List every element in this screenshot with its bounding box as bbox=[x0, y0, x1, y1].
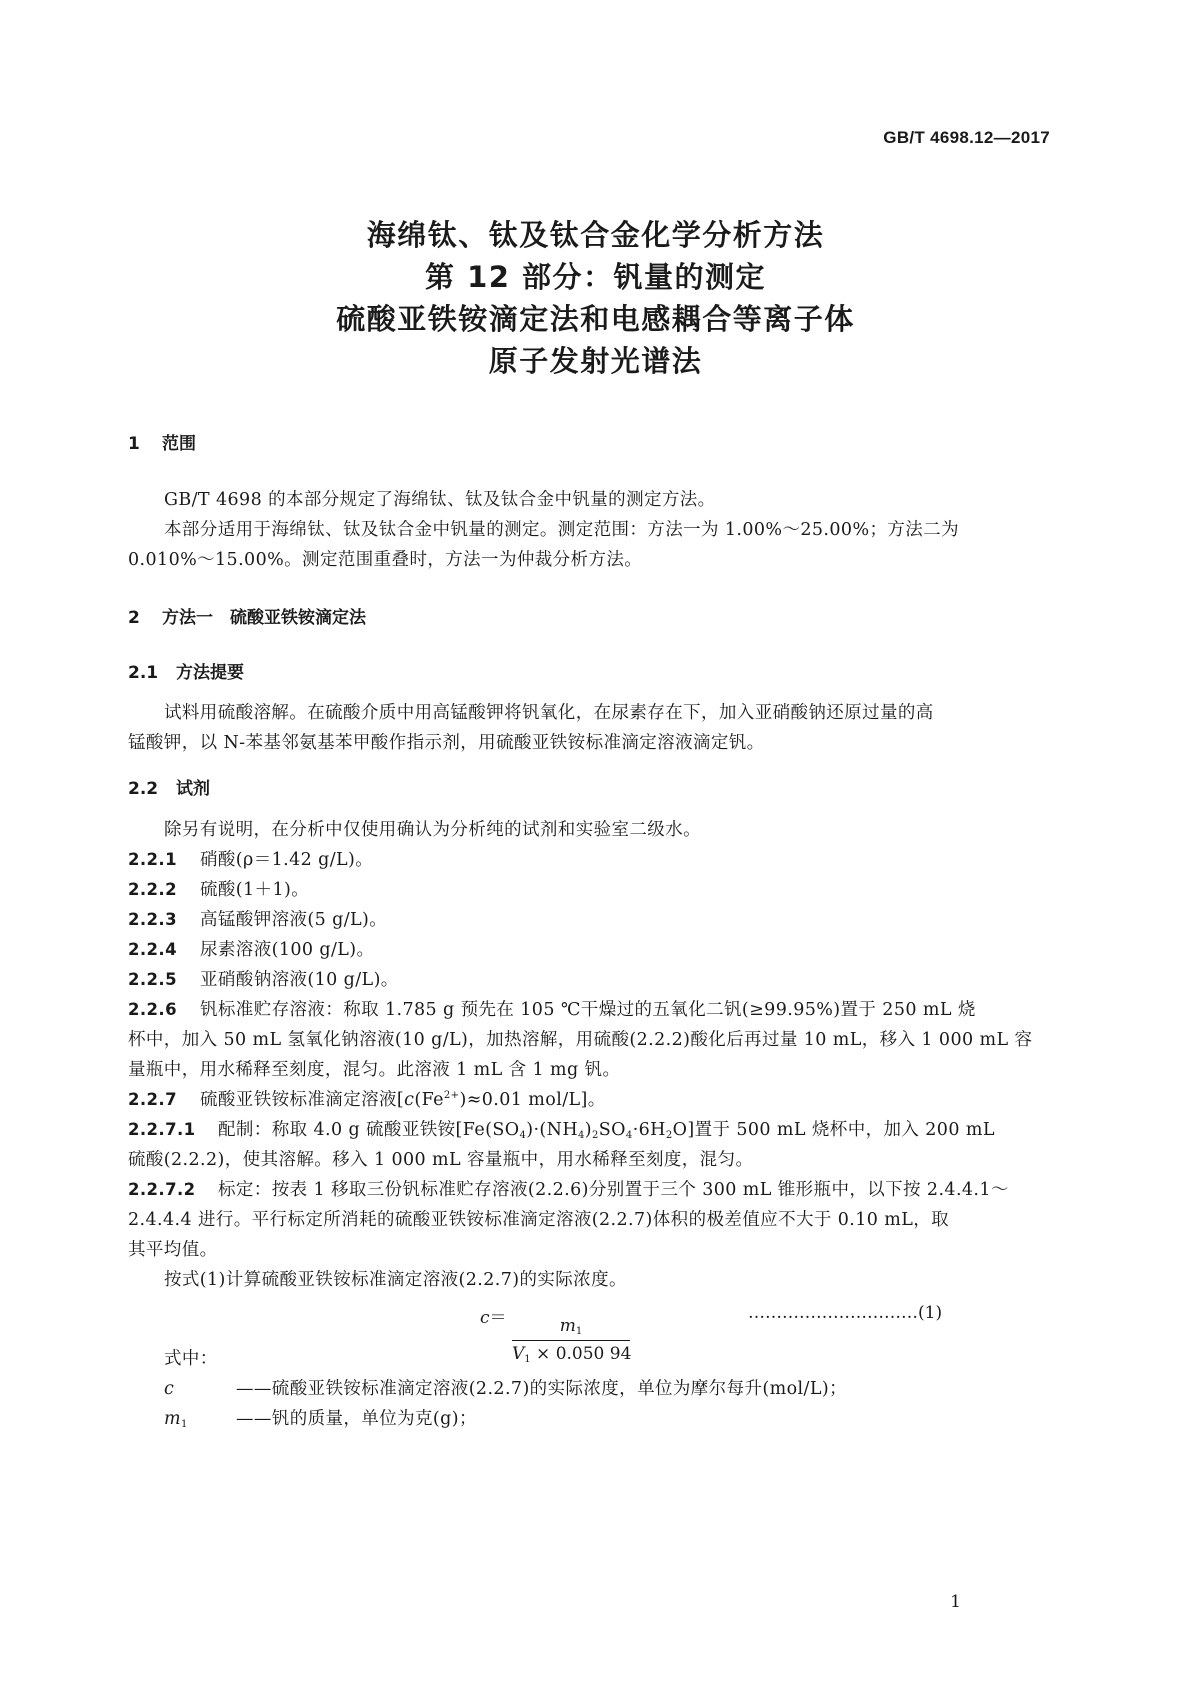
section-title: 范围 bbox=[162, 434, 196, 454]
list-item bbox=[128, 1116, 995, 1141]
item-text: 配制：称取 4.0 g 硫酸亚铁铵$[Fe(SO_4)\cdot(NH_4)_2SO_4\cdot 6H_2O]$置于 500 mL 烧杯中，加入 200 mL bbox=[218, 1120, 995, 1141]
paragraph: GB/T 4698 的本部分规定了海绵钛、钛及钛合金中钒量的测定方法。 bbox=[164, 490, 716, 510]
item-number: 2.2.4 bbox=[128, 940, 177, 959]
item-text: 硫酸亚铁铵标准滴定溶液[$c(Fe^{2+})\approx 0.01$ mol/L]。 bbox=[200, 1090, 606, 1110]
formula-numerator: $m_1$ bbox=[559, 1316, 583, 1337]
fraction-bar bbox=[512, 1340, 630, 1341]
item-number: 2.2.7 bbox=[128, 1090, 177, 1109]
item-text: 硫酸(1＋1)。 bbox=[200, 880, 310, 900]
item-number: 2.2.6 bbox=[128, 1000, 177, 1019]
formula-lhs: c＝ bbox=[480, 1308, 507, 1328]
standard-number: GB/T 4698.12—2017 bbox=[883, 128, 1050, 147]
item-text: 标定：按表 1 移取三份钒标准贮存溶液(2.2.6)分别置于三个 300 mL 锥形瓶中，以下按 2.4.4.1～ bbox=[218, 1180, 1009, 1200]
item-number: 2.2.3 bbox=[128, 910, 177, 929]
list-item bbox=[128, 846, 373, 871]
paragraph: 试料用硫酸溶解。在硫酸介质中用高锰酸钾将钒氧化，在尿素存在下，加入亚硝酸钠还原过量的高 bbox=[164, 703, 934, 723]
section-title: 试剂 bbox=[176, 779, 210, 799]
section-number: 2 bbox=[128, 608, 140, 628]
title-line-1: 海绵钛、钛及钛合金化学分析方法 bbox=[366, 218, 825, 252]
item-text: 亚硝酸钠溶液(10 g/L)。 bbox=[200, 970, 399, 990]
section-number: 2.2 bbox=[128, 779, 159, 799]
section-2-heading bbox=[128, 603, 366, 628]
list-item bbox=[128, 1176, 1009, 1201]
paragraph: 2.4.4.4 进行。平行标定所消耗的硫酸亚铁铵标准滴定溶液(2.2.7)体积的极差值应不大于 0.10 mL，取 bbox=[128, 1210, 950, 1230]
section-title: 方法提要 bbox=[176, 663, 244, 683]
paragraph: 除另有说明，在分析中仅使用确认为分析纯的试剂和实验室二级水。 bbox=[164, 820, 701, 840]
title-line-4: 原子发射光谱法 bbox=[488, 344, 703, 378]
paragraph: 硫酸(2.2.2)，使其溶解。移入 1 000 mL 容量瓶中，用水稀释至刻度，混匀。 bbox=[128, 1150, 754, 1170]
where-label: 式中： bbox=[164, 1349, 218, 1369]
section-title: 方法一 硫酸亚铁铵滴定法 bbox=[162, 608, 366, 628]
section-number: 1 bbox=[128, 434, 140, 454]
item-text: 硝酸(ρ＝1.42 g/L)。 bbox=[200, 850, 374, 870]
paragraph: 本部分适用于海绵钛、钛及钛合金中钒量的测定。测定范围：方法一为 1.00%～25.00%；方法二为 bbox=[164, 520, 959, 540]
item-text: 尿素溶液(100 g/L)。 bbox=[200, 940, 375, 960]
section-1-heading bbox=[128, 429, 196, 454]
title-line-2: 第 12 部分：钒量的测定 bbox=[424, 260, 767, 294]
paragraph: 0.010%～15.00%。测定范围重叠时，方法一为仲裁分析方法。 bbox=[128, 550, 643, 570]
title-line-3: 硫酸亚铁铵滴定法和电感耦合等离子体 bbox=[336, 302, 855, 336]
paragraph: 锰酸钾，以 N-苯基邻氨基苯甲酸作指示剂，用硫酸亚铁铵标准滴定溶液滴定钒。 bbox=[128, 733, 765, 753]
list-item bbox=[128, 936, 374, 961]
item-number: 2.2.7.2 bbox=[128, 1180, 196, 1199]
variable-definition: $m_1$ ——钒的质量，单位为克(g)； bbox=[164, 1409, 477, 1430]
item-number: 2.2.1 bbox=[128, 850, 177, 869]
section-2-1-heading bbox=[128, 658, 244, 683]
page-number: 1 bbox=[950, 1592, 961, 1612]
section-2-2-heading bbox=[128, 774, 210, 799]
list-item bbox=[128, 966, 399, 991]
formula-denominator: $V_1 \times 0.050$ 94 bbox=[512, 1344, 632, 1365]
paragraph: 杯中，加入 50 mL 氢氧化钠溶液(10 g/L)，加热溶解，用硫酸(2.2.2)酸化后再过量 10 mL，移入 1 000 mL 容 bbox=[128, 1030, 1033, 1050]
list-item bbox=[128, 906, 387, 931]
item-number: 2.2.5 bbox=[128, 970, 177, 989]
paragraph: 按式(1)计算硫酸亚铁铵标准滴定溶液(2.2.7)的实际浓度。 bbox=[164, 1270, 627, 1290]
item-number: 2.2.7.1 bbox=[128, 1120, 196, 1139]
paragraph: 其平均值。 bbox=[128, 1240, 218, 1260]
variable-definition: c ——硫酸亚铁铵标准滴定溶液(2.2.7)的实际浓度，单位为摩尔每升(mol/L)； bbox=[164, 1379, 847, 1399]
formula-label: …………………………(1) bbox=[748, 1303, 943, 1323]
list-item bbox=[128, 1086, 606, 1111]
item-text: 高锰酸钾溶液(5 g/L)。 bbox=[200, 910, 388, 930]
section-number: 2.1 bbox=[128, 663, 159, 683]
list-item bbox=[128, 876, 309, 901]
list-item bbox=[128, 996, 976, 1021]
item-text: 钒标准贮存溶液：称取 1.785 g 预先在 105 ℃干燥过的五氧化二钒(≥99.95%)置于 250 mL 烧 bbox=[200, 1000, 976, 1020]
paragraph: 量瓶中，用水稀释至刻度，混匀。此溶液 1 mL 含 1 mg 钒。 bbox=[128, 1060, 621, 1080]
item-number: 2.2.2 bbox=[128, 880, 177, 899]
